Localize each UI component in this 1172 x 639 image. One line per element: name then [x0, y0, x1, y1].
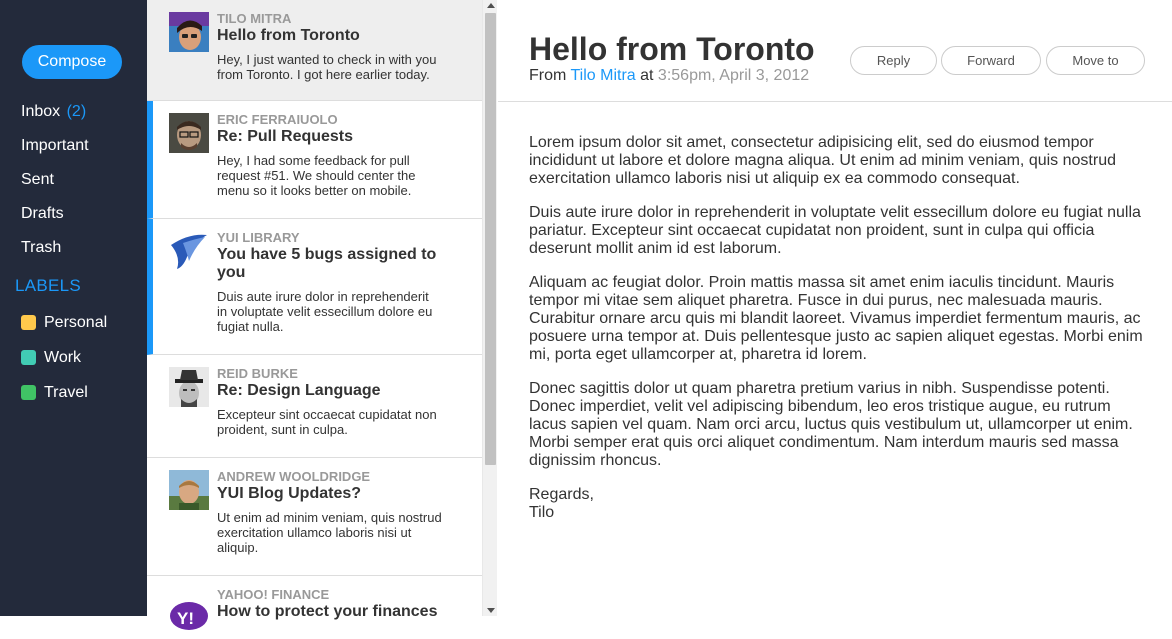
message-subject: Re: Pull Requests [217, 128, 354, 145]
message-item[interactable] [147, 219, 482, 355]
email-regards: Regards, [529, 486, 594, 503]
message-sender: ERIC FERRAIUOLO [217, 112, 338, 127]
move-to-button[interactable]: Move to [1046, 46, 1145, 75]
message-item[interactable] [147, 0, 482, 101]
label-color-swatch [21, 350, 36, 365]
label-color-swatch [21, 315, 36, 330]
message-item[interactable] [147, 355, 482, 458]
email-paragraph: Donec sagittis dolor ut quam pharetra pretium varius in nibh. Suspendisse potenti. Donec imperdiet, velit vel adipiscing bibendum, leo eros tristique augue, eu rutrum lacus sapien vel quam. Nam orci arcu, luctus quis vestibulum ut, ullamcorper ut enim. Morbi semper erat quis orci aliquet condimentum. Nam interdum mauris sed massa dignissim rhoncus. [529, 380, 1133, 469]
label-name: Work [44, 349, 82, 366]
nav-item-label: Inbox [21, 103, 61, 120]
message-preview: Excepteur sint occaecat cupidatat non proident, sunt in culpa. [217, 407, 437, 437]
message-item[interactable] [147, 576, 482, 636]
nav-item-label: Important [21, 137, 89, 154]
scroll-up-arrow-icon[interactable] [487, 3, 495, 8]
email-header [498, 0, 1172, 102]
email-body [529, 134, 1149, 522]
email-title: Hello from Toronto [529, 31, 815, 67]
nav-menu [21, 95, 89, 265]
message-preview: Duis aute irure dolor in reprehenderit in voluptate velit essecillum dolore eu fugiat nulla. [217, 289, 433, 334]
avatar [169, 113, 209, 153]
nav-item-sent[interactable] [21, 163, 89, 197]
reply-button[interactable]: Reply [850, 46, 937, 75]
message-list[interactable] [147, 0, 497, 628]
sidebar [0, 0, 147, 616]
avatar [169, 367, 209, 407]
forward-button[interactable]: Forward [941, 46, 1041, 75]
label-item-work[interactable] [21, 340, 107, 375]
message-sender: YAHOO! FINANCE [217, 587, 330, 602]
message-sender: TILO MITRA [217, 11, 292, 26]
avatar [169, 470, 209, 510]
sender-link[interactable]: Tilo Mitra [570, 67, 636, 84]
message-preview: Hey, I had some feedback for pull request #51. We should center the menu so it looks better on mobile. [217, 153, 416, 198]
label-item-travel[interactable] [21, 375, 107, 410]
compose-button[interactable]: Compose [22, 45, 122, 79]
email-content [498, 0, 1172, 616]
nav-item-label: Sent [21, 171, 54, 188]
label-name: Personal [44, 314, 108, 331]
email-date: 3:56pm, April 3, 2012 [657, 67, 810, 84]
message-sender: YUI LIBRARY [217, 230, 300, 245]
email-signature: Tilo [529, 504, 555, 521]
nav-item-drafts[interactable] [21, 197, 89, 231]
from-prefix: From [529, 67, 567, 84]
nav-item-important[interactable] [21, 129, 89, 163]
message-item[interactable] [147, 101, 482, 219]
message-subject: Hello from Toronto [217, 27, 360, 44]
message-subject: YUI Blog Updates? [217, 485, 362, 502]
message-preview: Hey, I just wanted to check in with you from Toronto. I got here earlier today. [217, 52, 437, 82]
message-subject: How to protect your finances [217, 603, 438, 620]
email-paragraph: Lorem ipsum dolor sit amet, consectetur adipisicing elit, sed do eiusmod tempor incididunt ut labore et dolore magna aliqua. Ut enim ad minim veniam, quis nostrud exercitation ullamco laboris nisi ut aliquip ex ea commodo consequat. [529, 134, 1116, 187]
message-subject: You have 5 bugs assigned to you [217, 246, 437, 281]
message-item[interactable] [147, 458, 482, 576]
scroll-thumb[interactable] [485, 13, 496, 465]
email-paragraph: Aliquam ac feugiat dolor. Proin mattis massa sit amet enim iaculis tincidunt. Mauris tempor mi vitae sem aliquet pharetra. Fusce in dui purus, nec malesuada mauris. Curabitur ornare arcu quis mi blandit laoreet. Vivamus imperdiet fermentum mauris, ac posuere urna tempor at. Duis pellentesque justo ac sapien aliquet egestas. Morbi enim mi, porta eget ullamcorper at, pharetra id lorem. [529, 274, 1143, 363]
labels-heading: LABELS [15, 276, 82, 295]
nav-item-inbox[interactable] [21, 95, 89, 129]
message-sender: ANDREW WOOLDRIDGE [217, 469, 371, 484]
yui-logo-icon [169, 231, 209, 271]
label-list [21, 305, 107, 410]
inbox-count: (2) [66, 103, 87, 120]
email-meta [529, 67, 809, 85]
scroll-down-arrow-icon[interactable] [487, 608, 495, 613]
at-text: at [640, 67, 654, 84]
message-list-scrollbar[interactable] [482, 0, 497, 616]
message-subject: Re: Design Language [217, 382, 381, 399]
nav-item-label: Drafts [21, 205, 64, 222]
label-name: Travel [44, 384, 88, 401]
nav-item-label: Trash [21, 239, 62, 256]
svg-text:Y!: Y! [177, 609, 194, 628]
email-paragraph: Duis aute irure dolor in reprehenderit in voluptate velit essecillum dolore eu fugiat nulla pariatur. Excepteur sint occaecat cupidatat non proident, sunt in culpa qui officia deserunt mollit anim id est laborum. [529, 204, 1141, 257]
yahoo-logo-icon [169, 594, 209, 634]
label-color-swatch [21, 385, 36, 400]
avatar [169, 12, 209, 52]
message-preview: Ut enim ad minim veniam, quis nostrud exercitation ullamco laboris nisi ut aliquip. [217, 510, 442, 555]
nav-item-trash[interactable] [21, 231, 89, 265]
message-sender: REID BURKE [217, 366, 298, 381]
label-item-personal[interactable] [21, 305, 107, 340]
